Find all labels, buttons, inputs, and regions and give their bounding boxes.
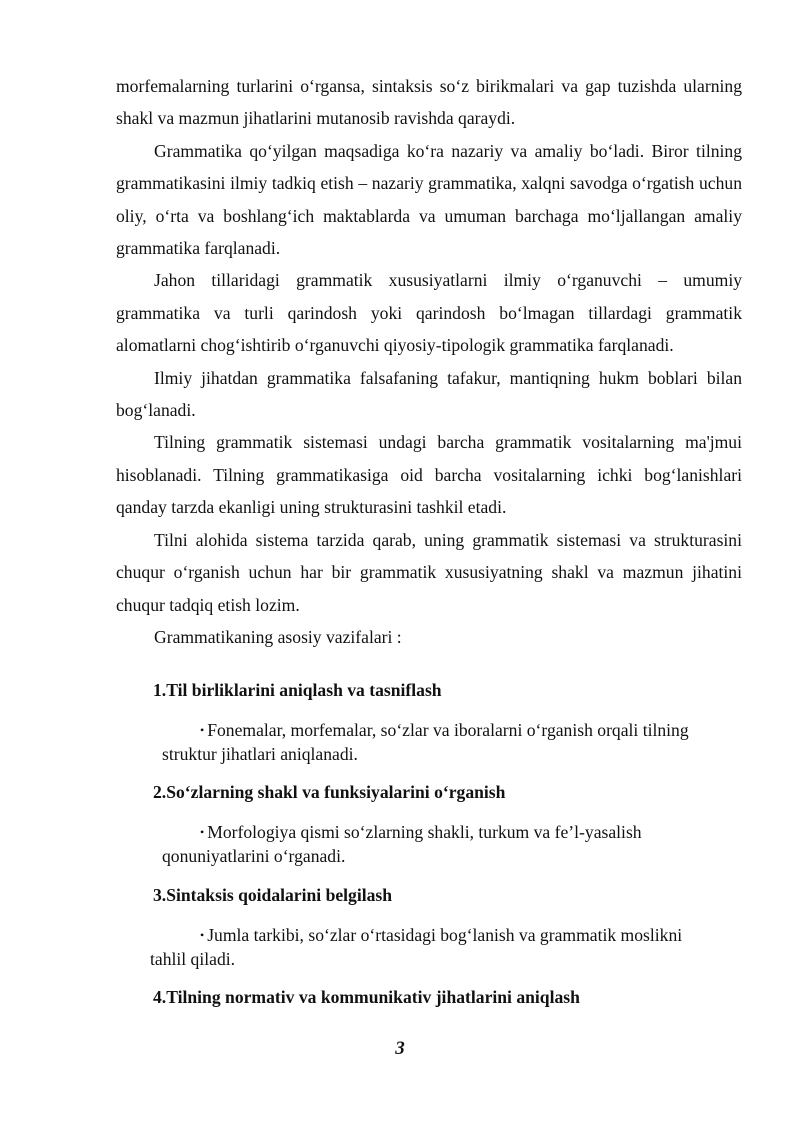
body-text xyxy=(116,70,742,653)
section-heading-4: 4.Tilning normativ va kommunikativ jihatlarini aniqlash xyxy=(153,987,580,1007)
paragraph-1: morfemalarning turlarini o‘rgansa, sintaksis so‘z birikmalari va gap tuzishda ularning shakl va mazmun jihatlarini mutanosib ravishda qaraydi. xyxy=(116,76,742,129)
paragraph-3: Jahon tillaridagi grammatik xususiyatlarni ilmiy o‘rganuvchi – umumiy grammatika va turli qarindosh yoki qarindosh bo‘lmagan tillardagi grammatik alomatlarni chog‘ishtirib o‘rganuvchi qiyosiy-tipologik grammatika farqlanadi. xyxy=(116,270,742,356)
section-heading-1: 1.Til birliklarini aniqlash va tasniflash xyxy=(153,680,442,700)
bullet-dot-icon: • xyxy=(200,723,205,737)
bullet-dot-icon: • xyxy=(200,928,205,942)
bullet-item-2: • Morfologiya qismi so‘zlarning shakli, turkum va fe’l-yasalish qonuniyatlarini o‘rganadi. xyxy=(162,822,642,866)
bullet-item-1: • Fonemalar, morfemalar, so‘zlar va iboralarni o‘rganish orqali tilning struktur jihatlari aniqlanadi. xyxy=(162,720,689,764)
page-number: 3 xyxy=(395,1038,405,1059)
paragraph-7: Grammatikaning asosiy vazifalari : xyxy=(154,626,402,647)
paragraph-2: Grammatika qo‘yilgan maqsadiga ko‘ra nazariy va amaliy bo‘ladi. Biror tilning grammatikasini ilmiy tadkiq etish – nazariy grammatika, xalqni savodga o‘rgatish uchun oliy, o‘rta va boshlang‘ich maktablarda va umuman barchaga mo‘ljallangan amaliy grammatika farqlanadi. xyxy=(116,140,742,259)
bullet-dot-icon: • xyxy=(200,825,205,839)
section-heading-3: 3.Sintaksis qoidalarini belgilash xyxy=(153,885,393,905)
paragraph-5: Tilning grammatik sistemasi undagi barcha grammatik vositalarning ma'jmui hisoblanadi. Tilning grammatikasiga oid barcha vositalarning ichki bog‘lanishlari qanday tarzda ekanligi uning strukturasini tashkil etadi. xyxy=(116,432,742,518)
paragraph-4: Ilmiy jihatdan grammatika falsafaning tafakur, mantiqning hukm boblari bilan bog‘lanadi. xyxy=(116,367,742,421)
paragraph-6: Tilni alohida sistema tarzida qarab, uning grammatik sistemasi va strukturasini chuqur o‘rganish uchun har bir grammatik xususiyatning shakl va mazmun jihatini chuqur tadqiq etish lozim. xyxy=(116,529,742,615)
section-heading-2: 2.So‘zlarning shakl va funksiyalarini o‘rganish xyxy=(153,782,506,802)
bullet-item-3: • Jumla tarkibi, so‘zlar o‘rtasidagi bog‘lanish va grammatik moslikni tahlil qiladi. xyxy=(150,925,683,969)
